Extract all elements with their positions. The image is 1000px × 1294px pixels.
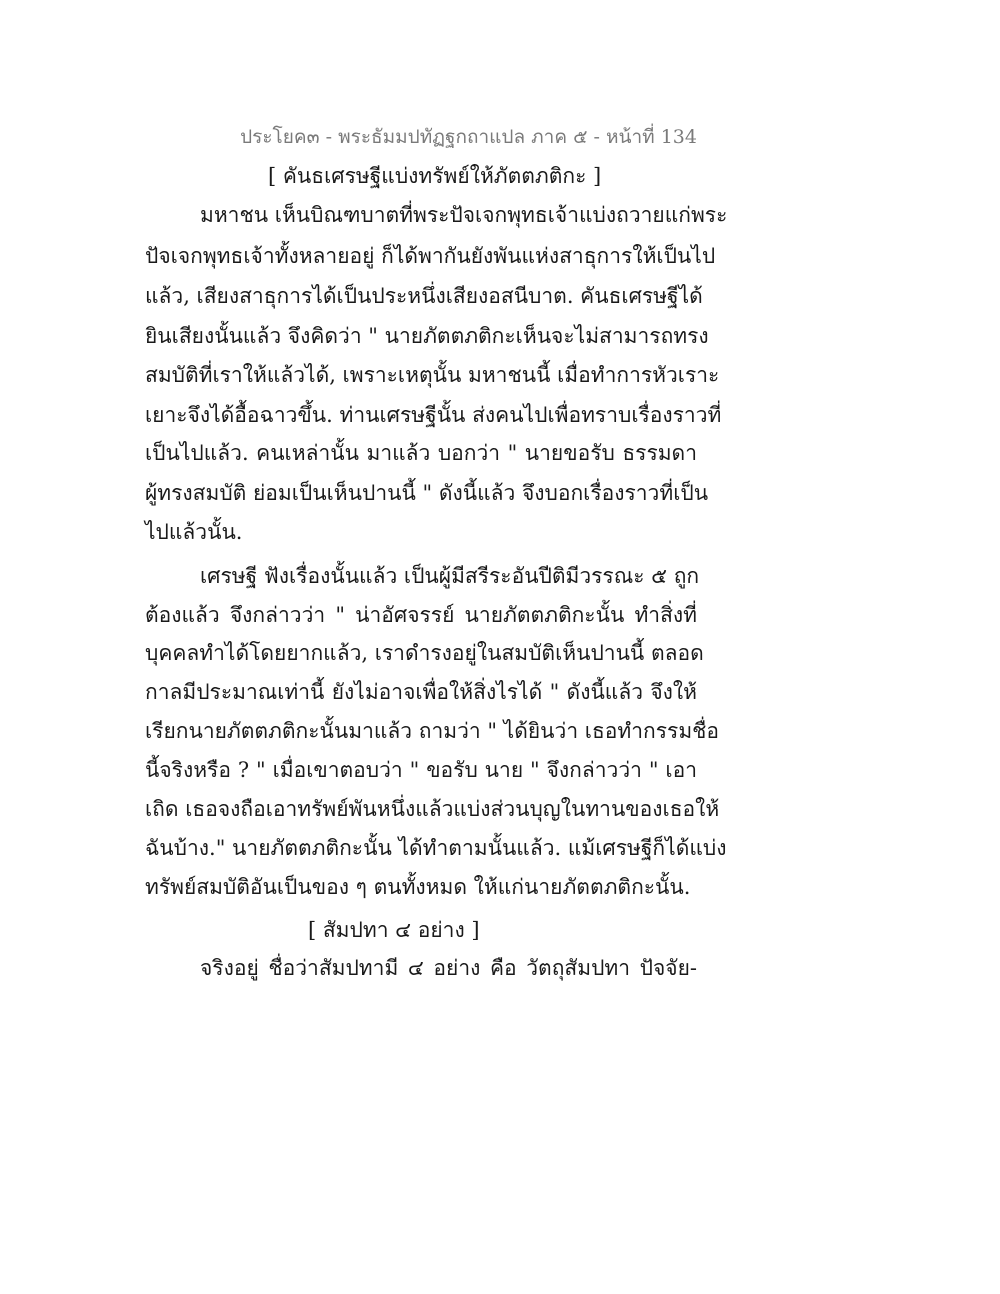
paragraph-line: เป็นไปแล้ว. คนเหล่านั้น มาแล้ว บอกว่า " นายขอรับ ธรรมดา bbox=[145, 441, 697, 465]
paragraph-line: เยาะจึงได้อื้อฉาวขึ้น. ท่านเศรษฐีนั้น ส่งคนไปเพื่อทราบเรื่องราวที่ bbox=[145, 403, 722, 427]
paragraph-line: กาลมีประมาณเท่านี้ ยังไม่อาจเพื่อให้สิ่งไรได้ " ดังนี้แล้ว จึงให้ bbox=[145, 680, 697, 704]
paragraph-line: แล้ว, เสียงสาธุการได้เป็นประหนึ่งเสียงอสนีบาต. คันธเศรษฐีได้ bbox=[145, 284, 703, 308]
page-header: ประโยค๓ - พระธัมมปทัฏฐกถาแปล ภาค ๕ - หน้าที่ 134 bbox=[240, 126, 697, 148]
paragraph-line: ทรัพย์สมบัติอันเป็นของ ๆ ตนทั้งหมด ให้แก่นายภัตตภติกะนั้น. bbox=[145, 875, 691, 899]
paragraph-line: ผู้ทรงสมบัติ ย่อมเป็นเห็นปานนี้ " ดังนี้แล้ว จึงบอกเรื่องราวที่เป็น bbox=[145, 481, 709, 505]
paragraph-line: เศรษฐี ฟังเรื่องนั้นแล้ว เป็นผู้มีสรีระอันปีติมีวรรณะ ๕ ถูก bbox=[200, 564, 700, 588]
paragraph-line: ฉันบ้าง." นายภัตตภติกะนั้น ได้ทำตามนั้นแล้ว. แม้เศรษฐีก็ได้แบ่ง bbox=[145, 836, 727, 860]
paragraph-line: ยินเสียงนั้นแล้ว จึงคิดว่า " นายภัตตภติกะเห็นจะไม่สามารถทรง bbox=[145, 324, 709, 348]
paragraph-line: มหาชน เห็นบิณฑบาตที่พระปัจเจกพุทธเจ้าแบ่งถวายแก่พระ bbox=[200, 203, 728, 227]
section-heading: [ คันธเศรษฐีแบ่งทรัพย์ให้ภัตตภติกะ ] bbox=[268, 164, 602, 188]
paragraph-line: ปัจเจกพุทธเจ้าทั้งหลายอยู่ ก็ได้พากันยังพันแห่งสาธุการให้เป็นไป bbox=[145, 244, 716, 268]
paragraph-line: ต้องแล้ว จึงกล่าวว่า " น่าอัศจรรย์ นายภัตตภติกะนั้น ทำสิ่งที่ bbox=[145, 603, 697, 627]
paragraph-line: สมบัติที่เราให้แล้วได้, เพราะเหตุนั้น มหาชนนี้ เมื่อทำการหัวเราะ bbox=[145, 363, 720, 387]
section-heading: [ สัมปทา ๔ อย่าง ] bbox=[308, 918, 480, 942]
paragraph-line: เรียกนายภัตตภติกะนั้นมาแล้ว ถามว่า " ได้ยินว่า เธอทำกรรมชื่อ bbox=[145, 719, 720, 743]
paragraph-line: บุคคลทำได้โดยยากแล้ว, เราดำรงอยู่ในสมบัติเห็นปานนี้ ตลอด bbox=[145, 641, 704, 665]
paragraph-line: ไปแล้วนั้น. bbox=[145, 520, 243, 544]
paragraph-line: เถิด เธอจงถือเอาทรัพย์พันหนึ่งแล้วแบ่งส่วนบุญในทานของเธอให้ bbox=[145, 797, 720, 821]
paragraph-line: นี้จริงหรือ ? " เมื่อเขาตอบว่า " ขอรับ นาย " จึงกล่าวว่า " เอา bbox=[145, 758, 697, 782]
paragraph-line: จริงอยู่ ชื่อว่าสัมปทามี ๔ อย่าง คือ วัตถุสัมปทา ปัจจัย- bbox=[200, 956, 697, 980]
